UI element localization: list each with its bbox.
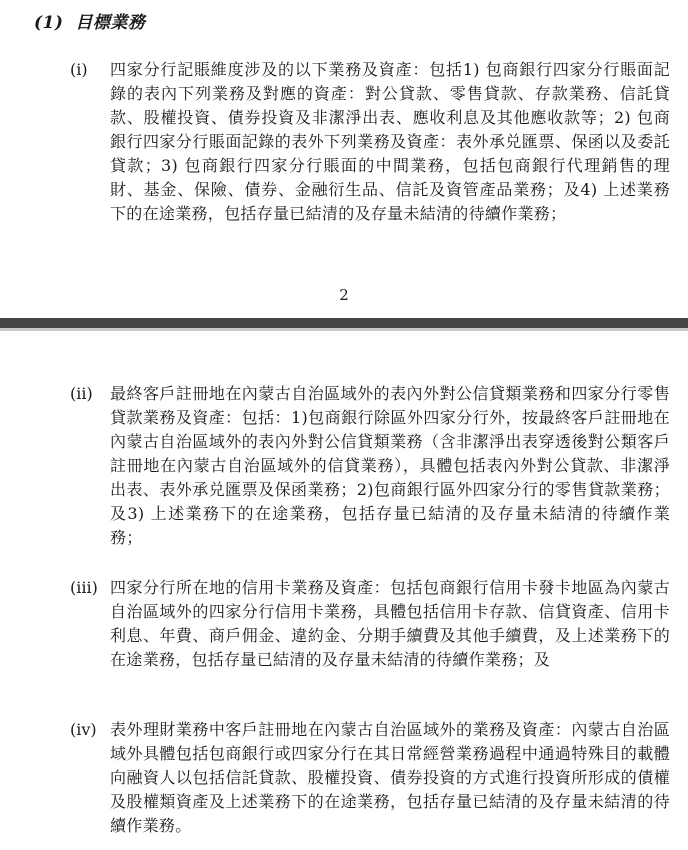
item-label: (ii) [70,384,93,403]
item-label: (i) [70,60,88,79]
item-text: 表外理財業務中客戶註冊地在內蒙古自治區域外的業務及資產：內蒙古自治區域外具體包括包商銀行或四家分行在其日常經營業務過程中通過特殊目的載體向融資人以包括信託貸款、股權投資、債券投資的方式進行投資所形成的債權及股權類資產及上述業務下的在途業務，包括存量已結清的及存量未結清的待續作業務。 [110,720,670,835]
item-label: (iii) [70,578,98,597]
list-item-iv [70,718,670,838]
item-label: (iv) [70,720,97,739]
section-heading [34,8,145,33]
page-divider [0,318,688,328]
page-divider-shadow [0,328,688,331]
section-title: 目標業務 [75,13,146,33]
item-text: 最終客戶註冊地在內蒙古自治區域外的表內外對公信貸類業務和四家分行零售貸款業務及資產：包括：1)包商銀行除區外四家分行外，按最終客戶註冊地在內蒙古自治區域外的表內外對公信貸類業務（含非潔淨出表穿透後對公類客戶註冊地在內蒙古自治區域外的信貸業務），具體包括表內外對公貸款、非潔淨出表、表外承兑匯票及保函業務；2)包商銀行區外四家分行的零售貸款業務；及3) 上述業務下的在途業務，包括存量已結清的及存量未結清的待續作業務； [110,384,670,547]
item-text: 四家分行所在地的信用卡業務及資產：包括包商銀行信用卡發卡地區為內蒙古自治區域外的四家分行信用卡業務，具體包括信用卡存款、信貸資產、信用卡利息、年費、商戶佣金、違約金、分期手續費及其他手續費，及上述業務下的在途業務，包括存量已結清的及存量未結清的待續作業務；及 [110,578,670,669]
list-item-i [70,58,670,226]
section-number: (1) [34,13,64,33]
list-item-ii [70,382,670,550]
item-text: 四家分行記賬維度涉及的以下業務及資產：包括1) 包商銀行四家分行賬面記錄的表內下列業務及對應的資產：對公貸款、零售貸款、存款業務、信託貸款、股權投資、債券投資及非潔淨出表、應收利息及其他應收款等；2) 包商銀行四家分行賬面記錄的表外下列業務及資產：表外承兑匯票、保函以及委託貸款；3) 包商銀行四家分行賬面的中間業務，包括包商銀行代理銷售的理財、基金、保險、債券、金融衍生品、信託及資管產品業務；及4) 上述業務下的在途業務，包括存量已結清的及存量未結清的待續作業務； [110,60,670,223]
page-number: 2 [339,286,349,304]
list-item-iii [70,576,670,672]
